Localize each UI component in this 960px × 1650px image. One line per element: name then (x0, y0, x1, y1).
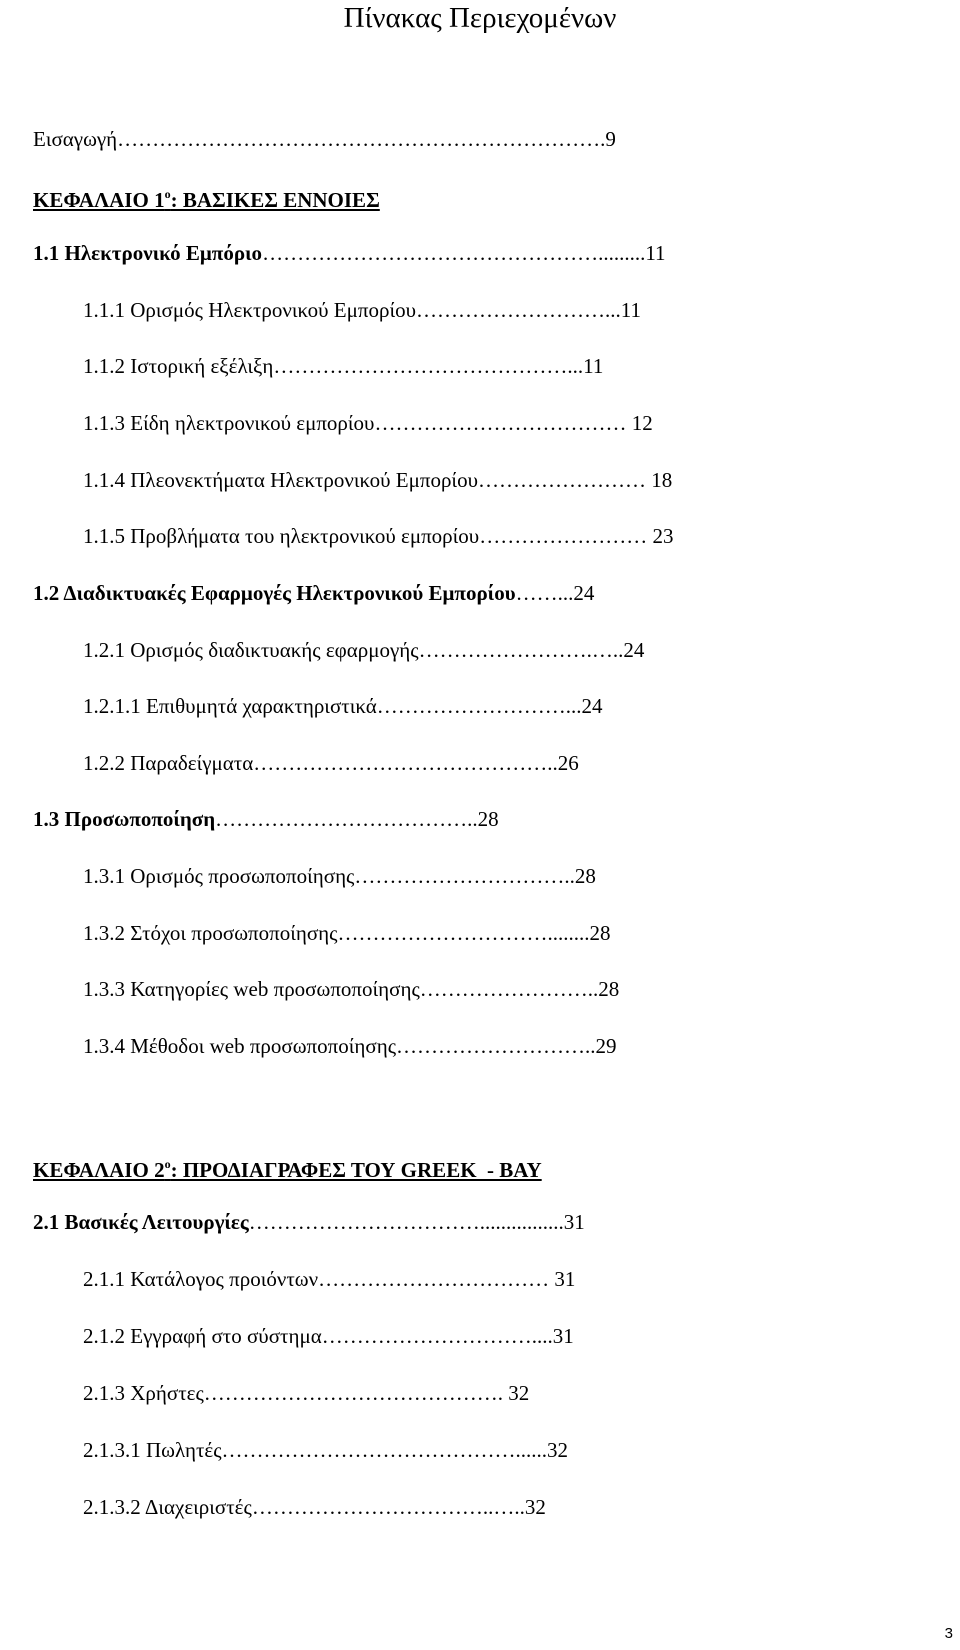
toc-leader-dots: ………………………….. (354, 864, 575, 888)
toc-page-number: 28 (589, 921, 611, 945)
toc-entry[interactable] (33, 1209, 585, 1235)
toc-entry[interactable] (83, 863, 596, 889)
toc-page-number: 31 (552, 1324, 574, 1348)
toc-entry[interactable] (83, 523, 673, 549)
toc-page-number: 24 (573, 581, 595, 605)
toc-page-number: 32 (508, 1381, 530, 1405)
toc-entry[interactable] (83, 693, 603, 719)
toc-entry-title: 1.1.2 Ιστορική εξέλιξη (83, 354, 274, 378)
toc-page-number: 11 (645, 241, 666, 265)
toc-page-number: 9 (605, 127, 616, 151)
toc-entry-title: 1.3.4 Μέθοδοι web προσωποποίησης (83, 1034, 397, 1058)
toc-entry-title: 1.1.4 Πλεονεκτήματα Ηλεκτρονικού Εμπορίου (83, 468, 478, 492)
chapter-superscript: ο (164, 1157, 171, 1171)
toc-page-number: 31 (554, 1267, 576, 1291)
toc-leader-dots: ……………………………………... (273, 354, 584, 378)
toc-entry[interactable] (83, 1033, 617, 1059)
toc-page-number: 12 (631, 411, 653, 435)
toc-entry-title: 1.3.1 Ορισμός προσωποποίησης (83, 864, 355, 888)
toc-entry-title: 1.3 Προσωποποίηση (33, 807, 216, 831)
toc-entry-title: Εισαγωγή (33, 127, 118, 151)
chapter-heading-text: ΚΕΦΑΛΑΙΟ 2 (33, 1158, 165, 1182)
toc-entry[interactable] (83, 297, 641, 323)
toc-leader-dots: ……………………………………………………………. (117, 127, 606, 151)
chapter-heading-text: ΚΕΦΑΛΑΙΟ 1 (33, 188, 165, 212)
toc-entry-title: 1.2.1.1 Επιθυμητά χαρακτηριστικά (83, 694, 377, 718)
toc-leader-dots: ………………………... (416, 298, 621, 322)
toc-leader-dots: …………………….….. (418, 638, 624, 662)
toc-page-number: 28 (477, 807, 499, 831)
toc-entry-title: 1.1.5 Προβλήματα του ηλεκτρονικού εμπορίου (83, 524, 480, 548)
toc-entry-title: 2.1.3 Χρήστες (83, 1381, 204, 1405)
toc-page-number: 32 (524, 1495, 546, 1519)
toc-entry-title: 1.3.2 Στόχοι προσωποποίησης (83, 921, 338, 945)
toc-entry[interactable] (33, 580, 594, 606)
toc-leader-dots: ………………………... (376, 694, 582, 718)
toc-entry[interactable] (33, 806, 499, 832)
toc-entry-title: 1.3.3 Κατηγορίες web προσωποποίησης (83, 977, 420, 1001)
toc-leader-dots: ………………………….... (321, 1324, 553, 1348)
chapter-heading-subtitle: : ΠΡΟΔΙΑΓΡΑΦΕΣ ΤΟΥ GREEK - BAY (170, 1158, 542, 1182)
toc-page-number: 23 (652, 524, 674, 548)
toc-entry[interactable] (83, 353, 603, 379)
toc-leader-dots: …………………… (479, 524, 653, 548)
toc-leader-dots: ……………………………................ (248, 1210, 564, 1234)
toc-leader-dots: …………………….. (419, 977, 599, 1001)
toc-entry[interactable] (83, 1323, 574, 1349)
toc-entry-title: 1.2.2 Παραδείγματα (83, 751, 254, 775)
toc-entry-title: 2.1.2 Εγγραφή στο σύστημα (83, 1324, 322, 1348)
toc-page-number: 18 (651, 468, 673, 492)
toc-leader-dots: …………………………........ (337, 921, 590, 945)
chapter-superscript: ο (164, 187, 171, 201)
toc-entry[interactable] (83, 976, 619, 1002)
chapter-heading[interactable] (33, 1151, 542, 1183)
toc-entry[interactable] (83, 467, 672, 493)
toc-leader-dots: ……………………….. (396, 1034, 596, 1058)
toc-entry[interactable] (83, 920, 610, 946)
toc-entry-title: 2.1.3.1 Πωλητές (83, 1438, 222, 1462)
toc-leader-dots: …………………………………….. (253, 751, 558, 775)
toc-entry[interactable] (83, 1437, 568, 1463)
toc-entry[interactable] (83, 637, 644, 663)
toc-page-number: 32 (547, 1438, 569, 1462)
toc-page-number: 26 (557, 751, 579, 775)
toc-entry[interactable] (83, 1494, 546, 1520)
toc-page-number: 31 (563, 1210, 585, 1234)
toc-page-number: 29 (595, 1034, 617, 1058)
chapter-heading-subtitle: : ΒΑΣΙΚΕΣ ΕΝΝΟΙΕΣ (170, 188, 380, 212)
page-number: 3 (944, 1625, 953, 1642)
toc-entry-title: 1.1.1 Ορισμός Ηλεκτρονικού Εμπορίου (83, 298, 416, 322)
toc-page-number: 24 (581, 694, 603, 718)
toc-entry[interactable] (33, 240, 666, 266)
toc-leader-dots: ……………………………… (374, 411, 632, 435)
toc-entry[interactable] (83, 750, 579, 776)
toc-entry[interactable] (83, 1266, 575, 1292)
toc-entry-title: 2.1.1 Κατάλογος προιόντων (83, 1267, 319, 1291)
toc-entry-title: 2.1.3.2 Διαχειριστές (83, 1495, 252, 1519)
toc-page-number: 24 (623, 638, 645, 662)
toc-page-number: 28 (574, 864, 596, 888)
toc-page-number: 11 (620, 298, 641, 322)
toc-leader-dots: ……………………………….. (215, 807, 478, 831)
toc-entry-title: 1.2.1 Ορισμός διαδικτυακής εφαρμογής (83, 638, 419, 662)
toc-leader-dots: ……………………………………. (203, 1381, 509, 1405)
toc-page-number: 28 (598, 977, 620, 1001)
toc-entry-title: 1.1 Ηλεκτρονικό Εμπόριο (33, 241, 263, 265)
toc-page-number: 11 (583, 354, 604, 378)
toc-entry-title: 1.2 Διαδικτυακές Εφαρμογές Ηλεκτρονικού Εμπορίου (33, 581, 516, 605)
toc-entry-title: 1.1.3 Είδη ηλεκτρονικού εμπορίου (83, 411, 375, 435)
page-title: Πίνακας Περιεχομένων (343, 2, 617, 34)
toc-leader-dots: ……... (515, 581, 574, 605)
toc-entry[interactable] (33, 126, 616, 152)
toc-entry[interactable] (83, 1380, 529, 1406)
toc-leader-dots: ……………………………..….. (251, 1495, 525, 1519)
toc-leader-dots: …………………………… (318, 1267, 555, 1291)
chapter-heading[interactable] (33, 181, 380, 213)
toc-entry[interactable] (83, 410, 653, 436)
toc-leader-dots: …………………………………………......... (262, 241, 646, 265)
toc-leader-dots: …………………… (477, 468, 652, 492)
toc-entry-title: 2.1 Βασικές Λειτουργίες (33, 1210, 249, 1234)
toc-leader-dots: ……………………………………...... (221, 1438, 548, 1462)
